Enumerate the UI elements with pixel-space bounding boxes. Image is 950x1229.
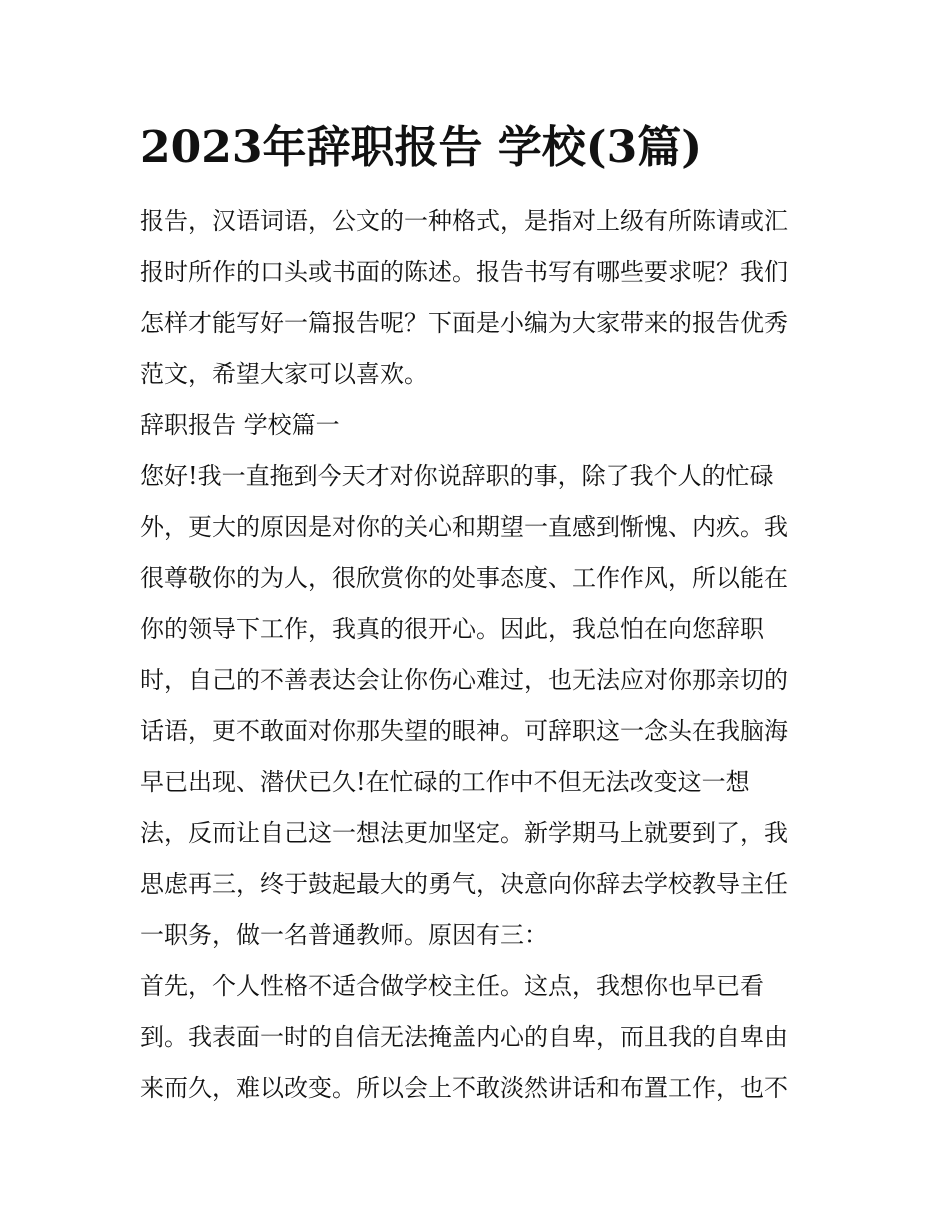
body-line: 怎样才能写好一篇报告呢？下面是小编为大家带来的报告优秀 [140, 309, 788, 337]
body-line: 外，更大的原因是对你的关心和期望一直感到惭愧、内疚。我 [140, 513, 788, 541]
body-line: 一职务，做一名普通教师。原因有三： [140, 921, 548, 949]
document-body [140, 196, 830, 1114]
body-line: 来而久，难以改变。所以会上不敢淡然讲话和布置工作，也不 [140, 1074, 788, 1102]
body-line: 您好!我一直拖到今天才对你说辞职的事，除了我个人的忙碌 [140, 462, 774, 490]
body-line: 很尊敬你的为人，很欣赏你的处事态度、工作作风，所以能在 [140, 564, 788, 592]
body-line: 早已出现、潜伏已久!在忙碌的工作中不但无法改变这一想 [140, 768, 750, 796]
body-line: 范文，希望大家可以喜欢。 [140, 360, 428, 388]
body-line: 时，自己的不善表达会让你伤心难过，也无法应对你那亲切的 [140, 666, 788, 694]
body-line: 首先，个人性格不适合做学校主任。这点，我想你也早已看 [140, 972, 764, 1000]
body-line: 法，反而让自己这一想法更加坚定。新学期马上就要到了，我 [140, 819, 788, 847]
body-line: 话语，更不敢面对你那失望的眼神。可辞职这一念头在我脑海 [140, 717, 788, 745]
body-line: 报告，汉语词语，公文的一种格式，是指对上级有所陈请或汇 [140, 207, 788, 235]
section-heading: 辞职报告 学校篇一 [140, 411, 340, 439]
body-line: 你的领导下工作，我真的很开心。因此，我总怕在向您辞职 [140, 615, 764, 643]
body-line: 思虑再三，终于鼓起最大的勇气，决意向你辞去学校教导主任 [140, 870, 788, 898]
document-title: 2023年辞职报告 学校(3篇) [140, 122, 703, 173]
body-line: 报时所作的口头或书面的陈述。报告书写有哪些要求呢？我们 [140, 258, 788, 286]
body-line: 到。我表面一时的自信无法掩盖内心的自卑，而且我的自卑由 [140, 1023, 788, 1051]
